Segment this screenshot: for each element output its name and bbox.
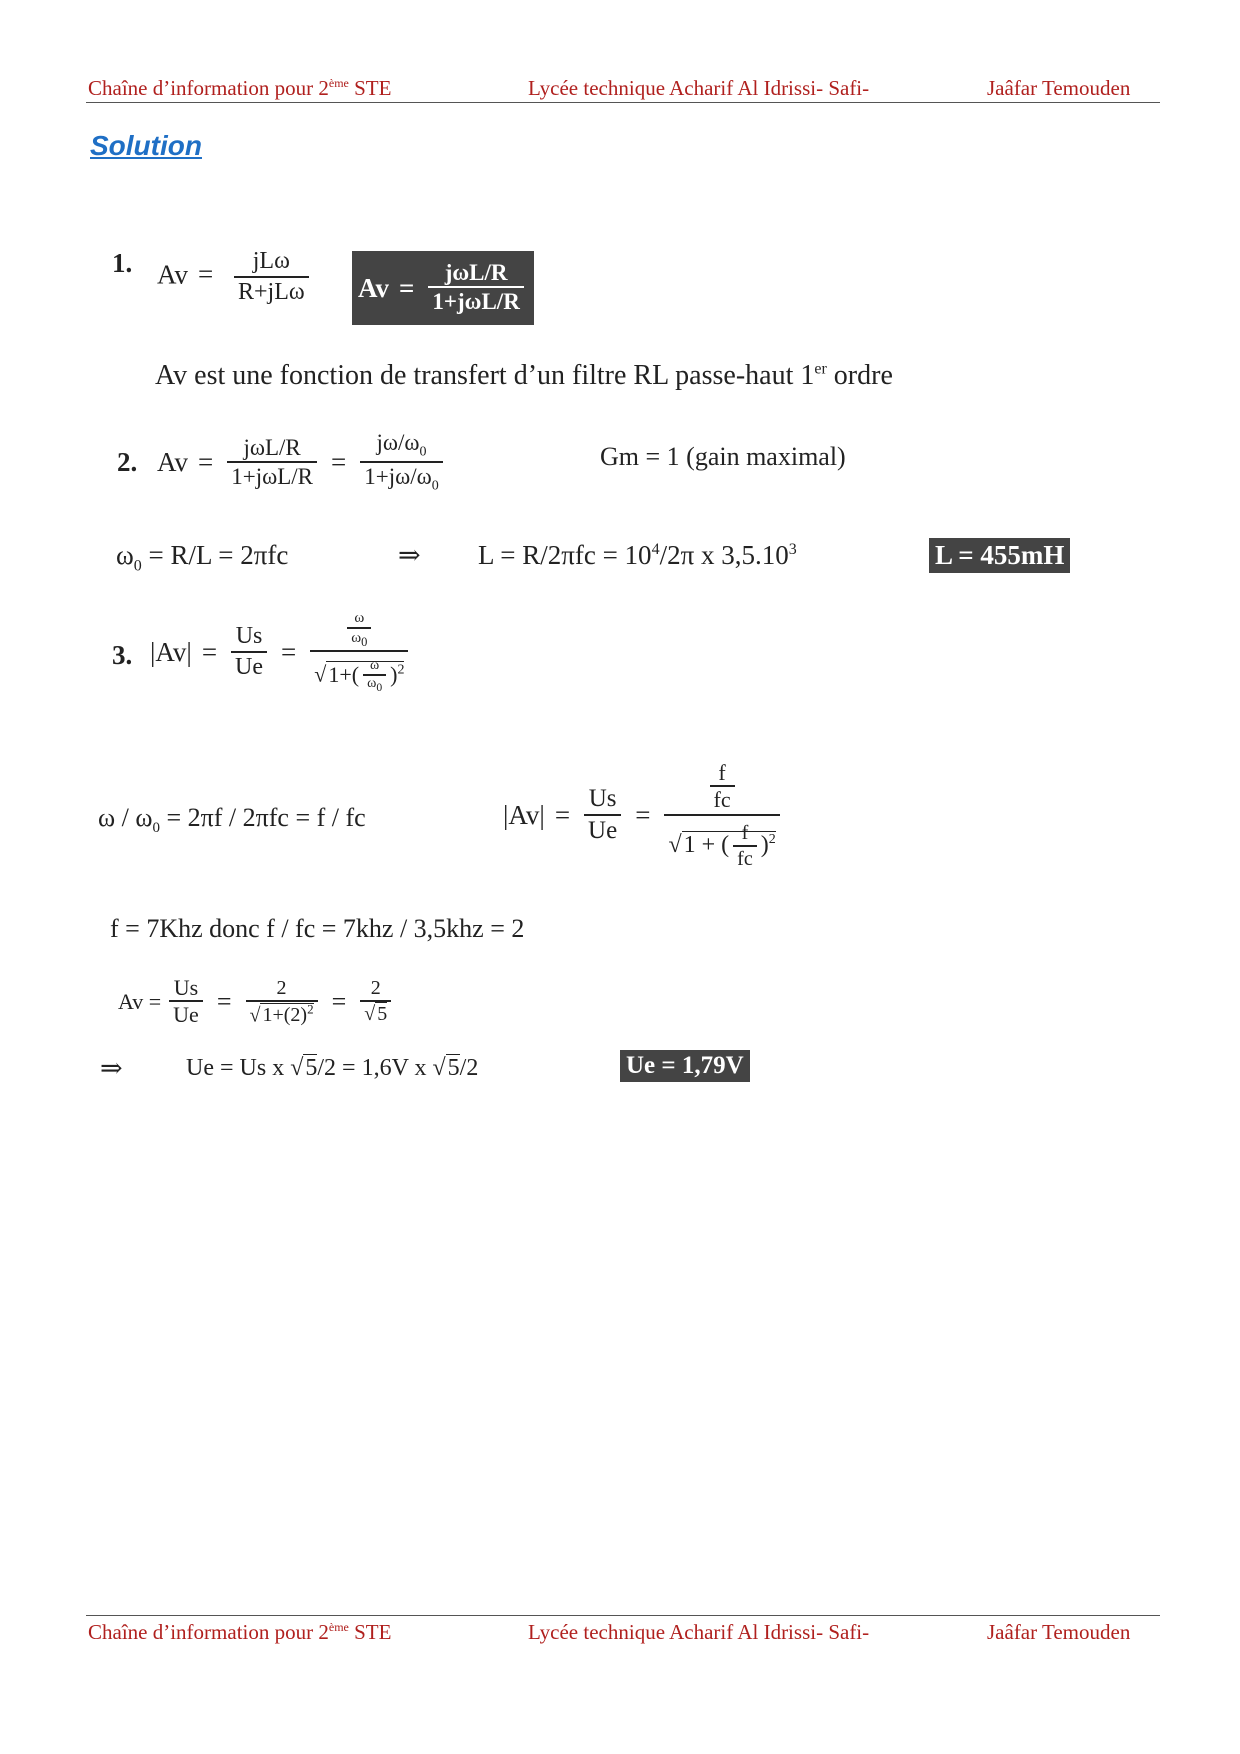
header-school: Lycée technique Acharif Al Idrissi- Safi- bbox=[528, 76, 870, 100]
header-course: Chaîne d’information pour 2ème STE bbox=[88, 76, 392, 100]
q2-boxed-L: L = 455mH bbox=[929, 538, 1070, 573]
q2-formula: Av = $\frac{\text{jωL/R}}{\text{1+jωL/R}}$ = $\frac{j\omega/\omega_0}{1+j\omega/\omega_0}$ bbox=[157, 430, 447, 495]
q2-omega-line: $\omega_0 = R/L = 2\pi fc$ bbox=[116, 540, 289, 575]
header-rule bbox=[86, 102, 1160, 103]
q2-L-expression: $L = R/2\pi fc = 10^4/2\pi$ x 3,5.10$^3$ bbox=[478, 540, 797, 570]
q3-abs-formula: |Av| = $\frac{Us}{Ue}$ = $\frac{f}{fc}$ √1 + ( $\frac{f}{fc}$ )$^2$ bbox=[503, 760, 784, 871]
header-author: Jaâfar Temouden bbox=[987, 76, 1131, 100]
q3-ue-expression: Ue = Us x √5/2 = 1,6V x √5/2 bbox=[186, 1055, 479, 1081]
implies-icon: ⇒ bbox=[398, 540, 421, 570]
footer-author: Jaâfar Temouden bbox=[987, 1620, 1131, 1644]
q2-number: 2. bbox=[117, 447, 138, 477]
q1-formula: Av = $\frac{\text{jLω}}{\text{R+jLω}}$ bbox=[157, 248, 313, 306]
q2-gain: Gm = 1 (gain maximal) bbox=[600, 442, 846, 471]
q3-boxed-ue: Ue = 1,79V bbox=[620, 1050, 750, 1082]
q1-sentence: Av est une fonction de transfert d’un filtre RL passe-haut 1er ordre bbox=[155, 360, 893, 391]
implies-icon: ⇒ bbox=[100, 1053, 123, 1083]
footer-school: Lycée technique Acharif Al Idrissi- Safi- bbox=[528, 1620, 870, 1644]
footer-rule bbox=[86, 1615, 1160, 1616]
q3-frequency-line: f = 7Khz donc f / fc = 7khz / 3,5khz = 2 bbox=[110, 914, 525, 943]
q1-number: 1. bbox=[112, 248, 133, 278]
q3-number: 3. bbox=[112, 640, 133, 670]
q3-ratio-line: $\omega / \omega_0 = 2\pi f / 2\pi fc = f$ / fc bbox=[98, 803, 366, 837]
footer-course: Chaîne d’information pour 2ème STE bbox=[88, 1620, 392, 1644]
q1-boxed-result: Av = $\frac{\text{jωL/R}}{\text{1+jωL/R}}$ bbox=[352, 251, 534, 325]
q3-formula: |Av| = $\frac{Us}{Ue}$ = $\frac{\omega}{\omega_0}$ √1+( $\frac{\omega}{\omega_0}$ )$^2$ bbox=[150, 610, 412, 695]
q3-av-numeric: Av = $\frac{Us}{Ue}$ = $\frac{2}{√ 1+(2)^2}$ = $\frac{2}{√ 5}$ bbox=[118, 975, 395, 1029]
page-title: Solution bbox=[90, 130, 202, 161]
